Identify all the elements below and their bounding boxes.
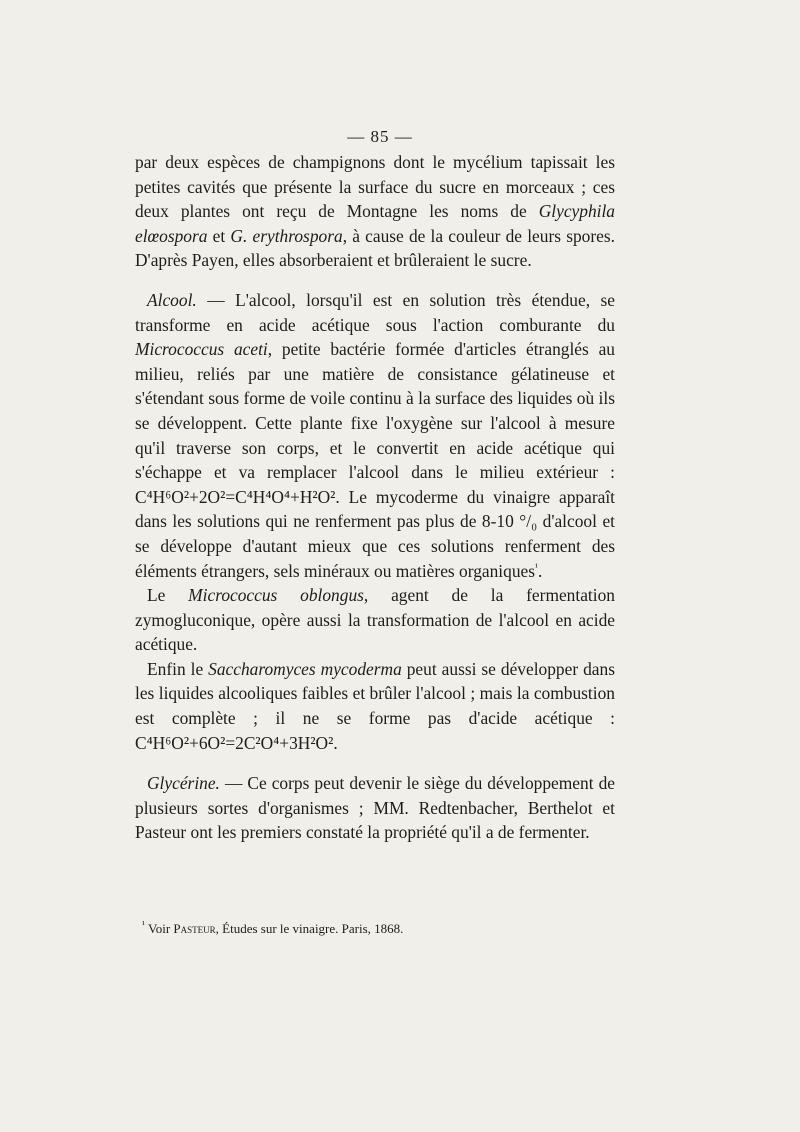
section-heading: Alcool. — [147, 289, 197, 310]
footnote-mark: ¹ — [142, 919, 145, 931]
paragraph-saccharomyces — [135, 657, 615, 755]
footnote-ref: ¹ — [535, 561, 539, 573]
text-run: , Études sur le vinaigre. Paris, 1868. — [215, 921, 404, 936]
text-run: Enfin le — [147, 658, 209, 679]
text-run: Le — [147, 585, 189, 606]
text-run: , petite bactérie formée d'articles étranglés au milieu, reliés par une matière de consistance gélatineuse et s'étendant sous forme de voile continu à la surface des liquides où ils se développent. Cette plante fixe l'oxygène sur l'alcool à mesure qu'il traverse son corps, et le convertit en acide acétique qui s'échappe et va remplacer l'alcool dans le milieu extérieur : — [135, 339, 615, 483]
text-run: , à cause de la couleur de leurs spores. D'après Payen, elles absorberaient et brûleraient le sucre. — [135, 225, 615, 271]
paragraph-glycerine — [135, 771, 615, 845]
chemical-formula: C⁴H⁶O²+6O²=2C²O⁴+3H²O². — [135, 732, 338, 753]
text-run: Voir — [145, 921, 174, 936]
species-name: Saccharomyces mycoderma — [208, 658, 402, 679]
text-run: — Ce corps peut devenir le siège du développement de plusieurs sortes d'organismes ; MM. Redtenbacher, Berthelot et Pasteur ont les premiers constaté la propriété qu'il a de fermenter. — [135, 773, 615, 843]
text-run: par deux espèces de champignons dont le mycélium tapissait les petites cavités que présente la surface du sucre en morceaux ; ces deux plantes ont reçu de Montagne les noms de — [135, 152, 615, 222]
species-name: Glycyphila elœospora — [135, 201, 615, 246]
chemical-formula: C⁴H⁶O²+2O²=C⁴H⁴O⁴+H²O². — [135, 486, 340, 507]
paragraph-alcool — [135, 288, 615, 583]
body-text — [135, 150, 615, 845]
paragraph-sucre — [135, 150, 615, 273]
species-name: G. erythrospora — [230, 225, 343, 246]
page-number: — 85 — — [347, 127, 413, 146]
paragraph-micrococcus — [135, 583, 615, 657]
text-run: peut aussi se développer dans les liquides alcooliques faibles et brûler l'alcool ; mais la combustion est complète ; il ne se forme pas d'acide acétique : — [135, 658, 615, 729]
section-heading: Glycérine. — [147, 773, 220, 794]
text-run: et — [207, 225, 231, 246]
text-run: Le mycoderme du vinaigre apparaît dans les solutions qui ne renferment pas plus de 8-10 °/₀ d'alcool et se développe d'autant mieux que ces solutions renferment des éléments étrangers, sels minéraux ou matières organiques — [135, 486, 615, 581]
species-name: Micrococcus aceti — [135, 339, 268, 360]
text-run: . — [538, 560, 543, 581]
footnote-author: Pasteur — [173, 921, 216, 936]
footnote — [142, 920, 612, 938]
species-name: Micrococcus oblongus — [188, 585, 364, 606]
text-run: , agent de la fermentation zymogluconique, opère aussi la transformation de l'alcool en acide acétique. — [135, 585, 615, 655]
text-run: — L'alcool, lorsqu'il est en solution très étendue, se transforme en acide acétique sous l'action comburante du — [135, 289, 615, 335]
